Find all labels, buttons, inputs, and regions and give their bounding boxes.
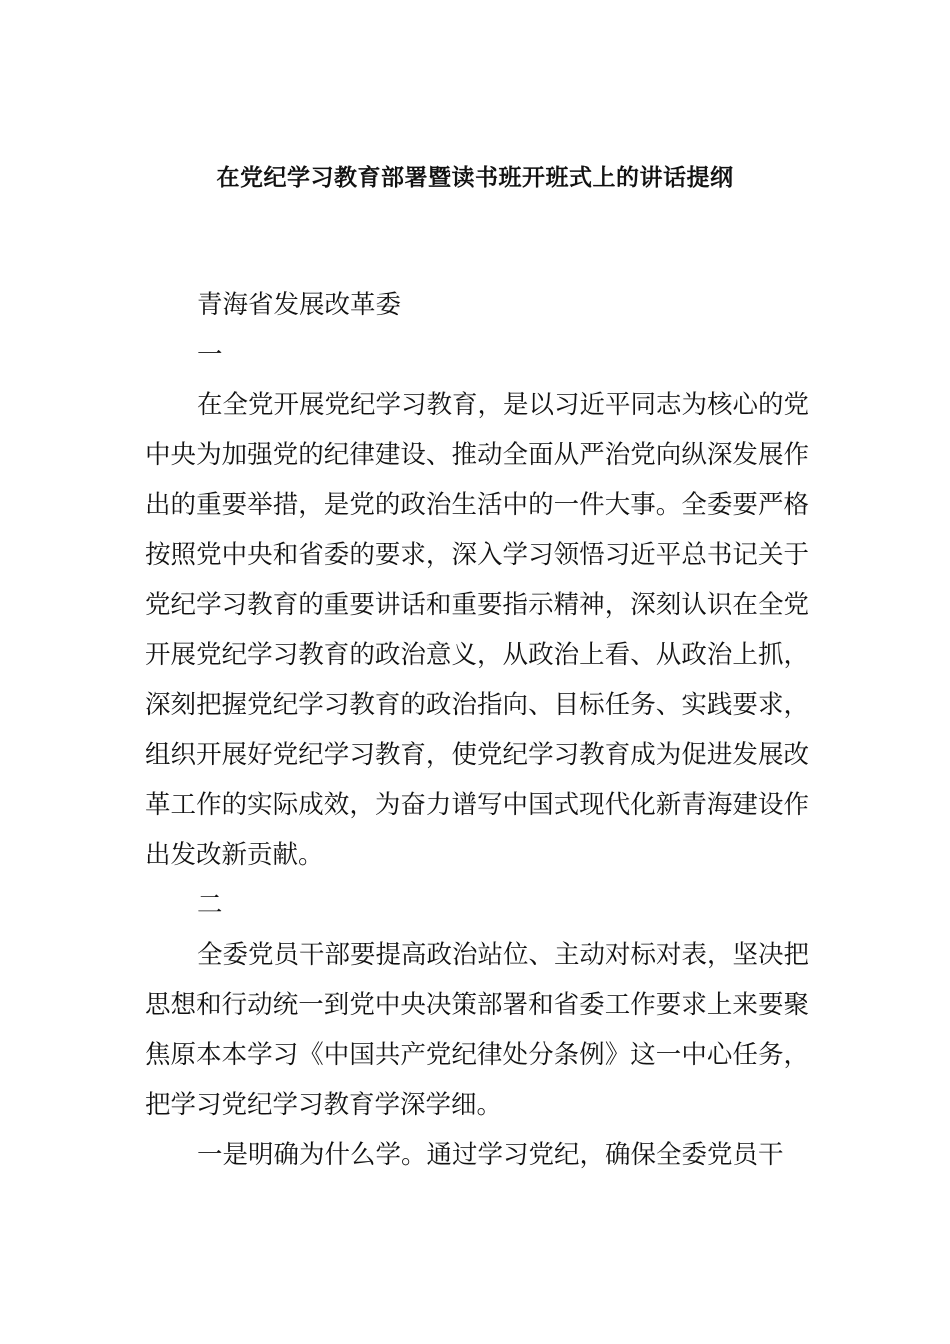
organization-name: 青海省发展改革委 — [197, 290, 402, 320]
section-two-paragraph: 全委党员干部要提高政治站位、主动对标对表，坚决把思想和行动统一到党中央决策部署和省委工作要求上来要聚焦原本本学习《中国共产党纪律处分条例》这一中心任务，把学习党纪学习教育学深学细。 — [145, 940, 810, 1120]
document-body — [145, 280, 809, 1180]
section-one-paragraph: 在全党开展党纪学习教育，是以习近平同志为核心的党中央为加强党的纪律建设、推动全面从严治党向纵深发展作出的重要举措，是党的政治生活中的一件大事。全委要严格按照党中央和省委的要求，深入学习领悟习近平总书记关于党纪学习教育的重要讲话和重要指示精神，深刻认识在全党开展党纪学习教育的政治意义，从政治上看、从政治上抓，深刻把握党纪学习教育的政治指向、目标任务、实践要求，组织开展好党纪学习教育，使党纪学习教育成为促进发展改革工作的实际成效，为奋力谱写中国式现代化新青海建设作出发改新贡献。 — [145, 390, 810, 870]
section-two-number: 二 — [197, 890, 223, 920]
document-title: 在党纪学习教育部署暨读书班开班式上的讲话提纲 — [216, 165, 734, 191]
section-one-number: 一 — [197, 340, 223, 370]
point-one-paragraph: 一是明确为什么学。通过学习党纪，确保全委党员干 — [197, 1140, 784, 1170]
